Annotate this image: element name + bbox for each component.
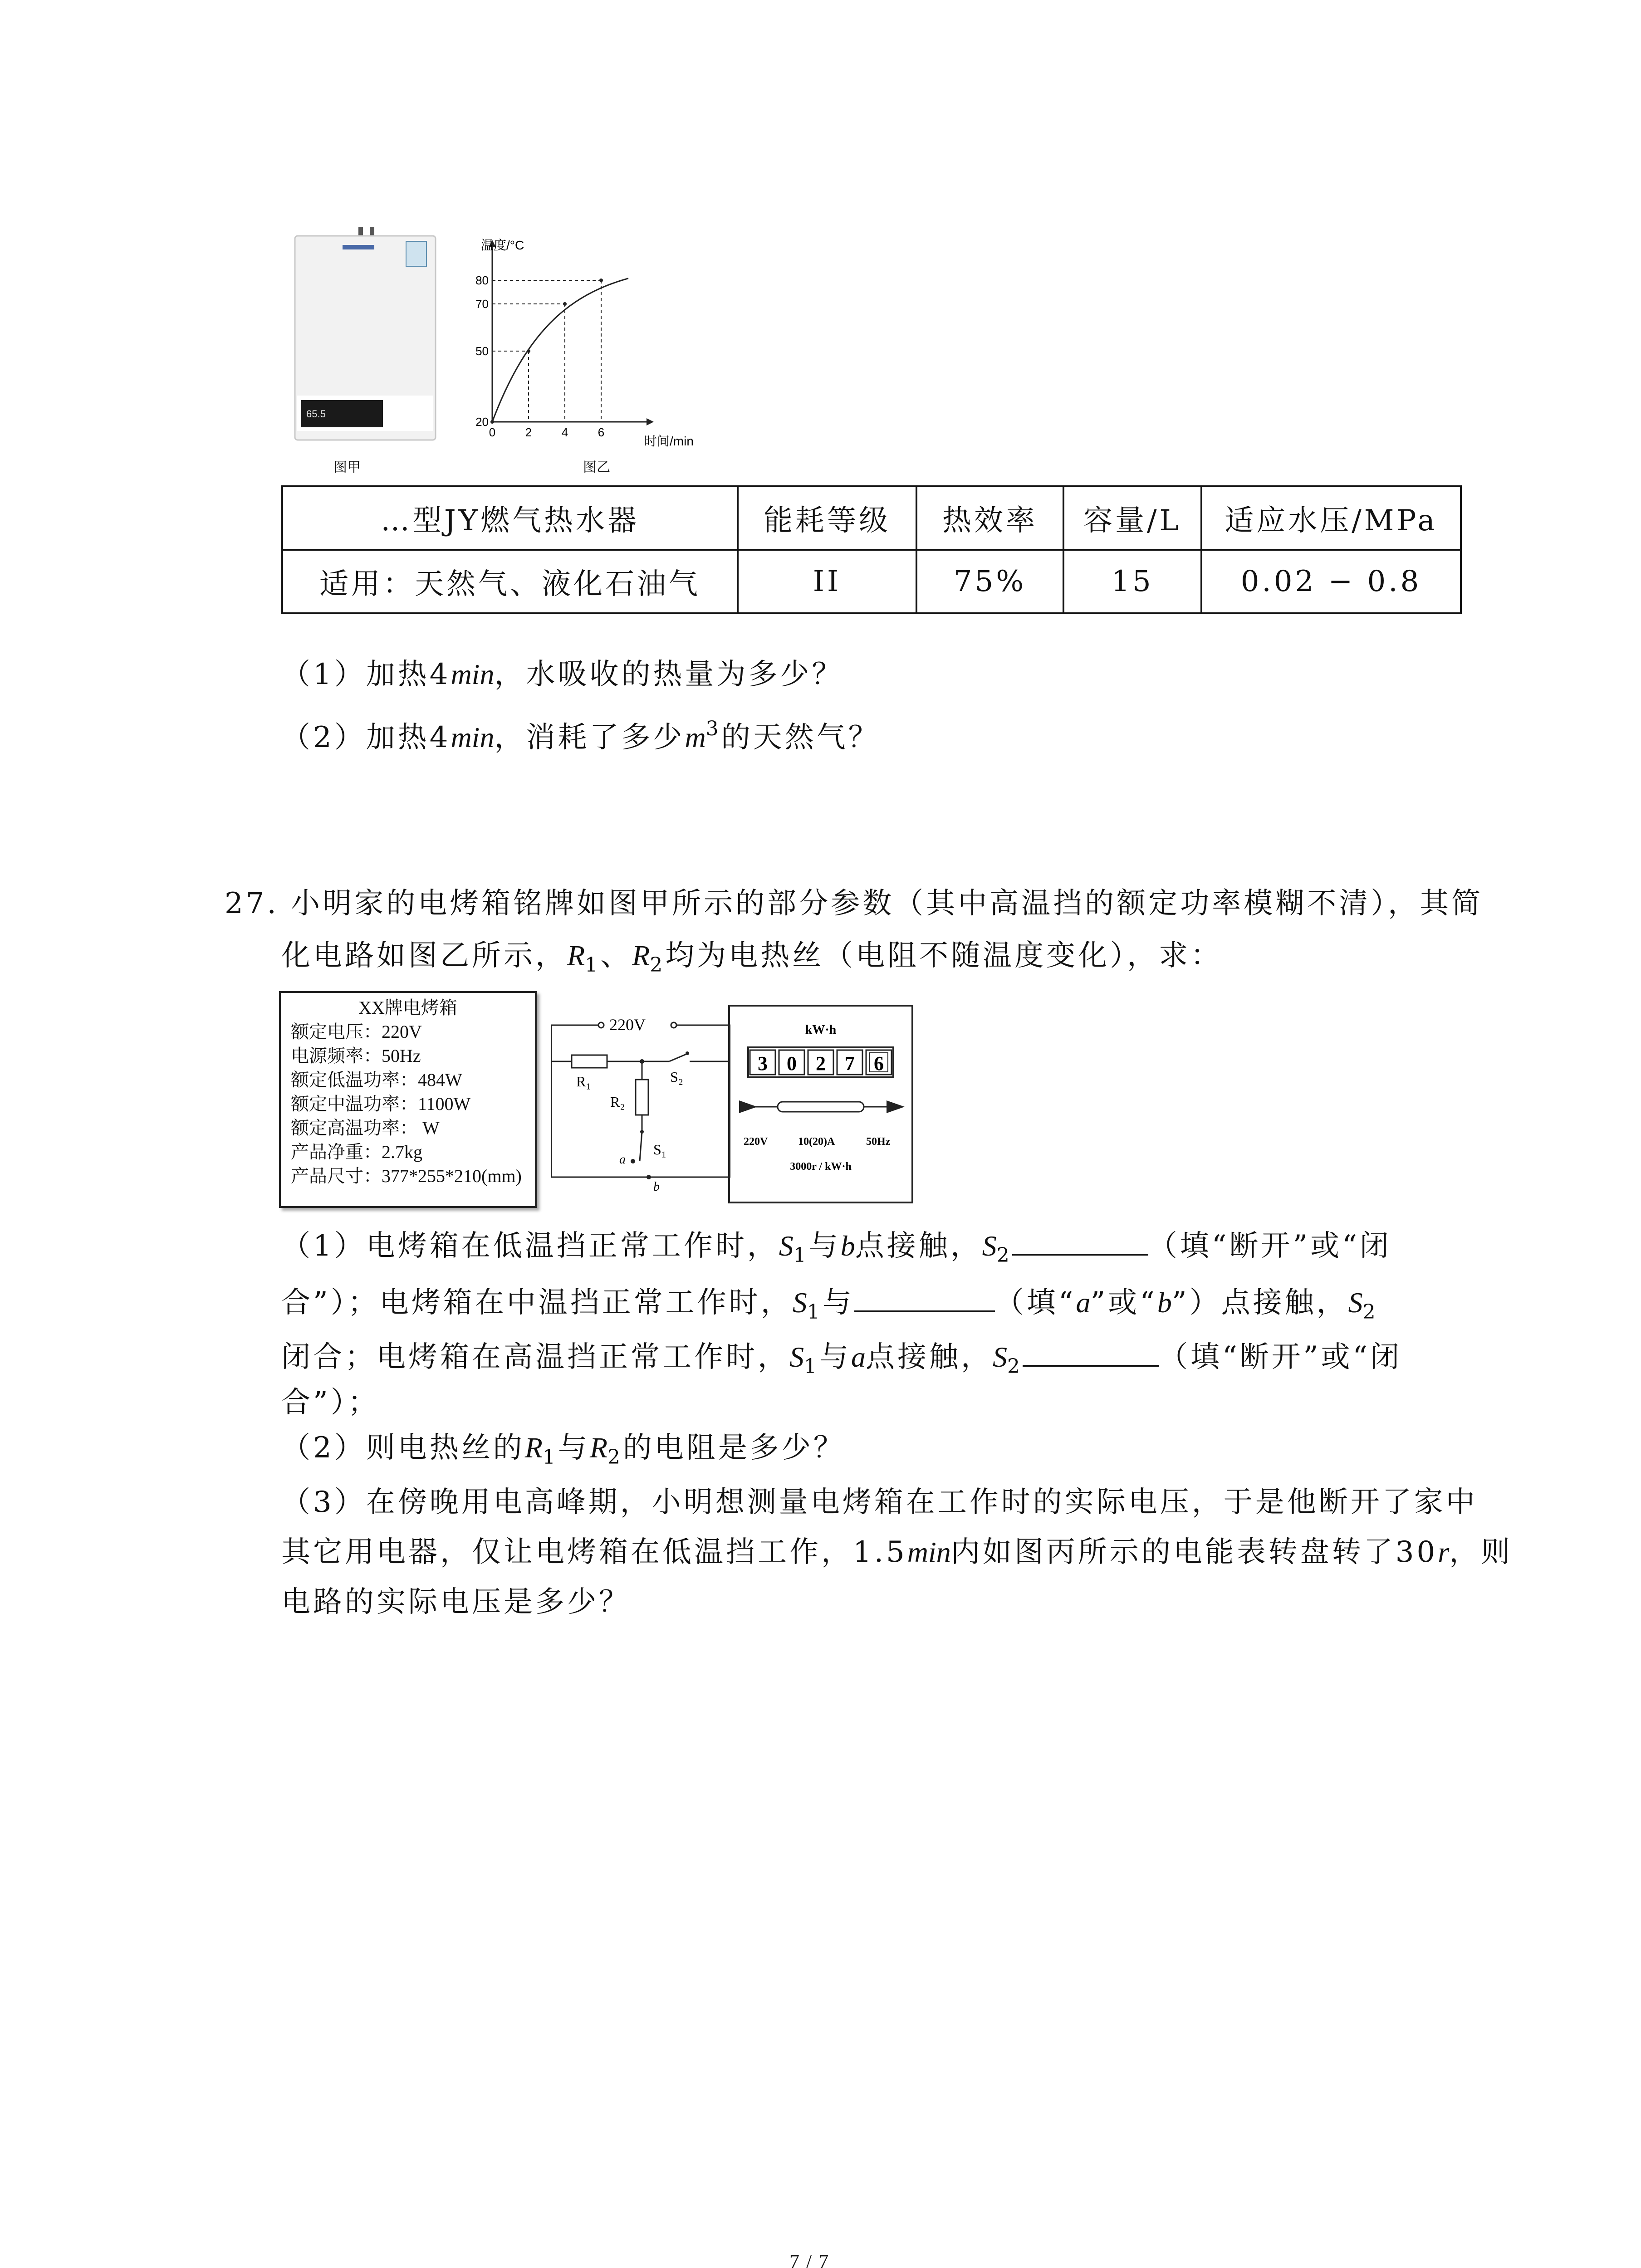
nameplate-row: 额定中温功率：1100W (291, 1094, 471, 1114)
q27-part-3-line-2: 其它用电器，仅让电烤箱在低温挡工作，1.5min内如图丙所示的电能表转盘转了30r，则 (281, 1535, 1513, 1569)
oven-nameplate (279, 991, 537, 1208)
y-axis-label: 温度/°C (481, 238, 524, 252)
table-row (282, 486, 1461, 550)
q27-part-1-line-1: （1）电烤箱在低温挡正常工作时，$S_1$与b点接触，$S_2$ （填“断开”或“闭 (281, 1229, 1391, 1267)
nameplate-row: 额定高温功率： W (291, 1118, 440, 1138)
spec-table (281, 485, 1462, 614)
data-point (563, 302, 567, 306)
temperature-graph (460, 236, 742, 449)
heater-display: 65.5 (306, 408, 326, 420)
figure-caption-b: 图乙 (583, 460, 610, 475)
circuit-b-label: b (653, 1180, 660, 1194)
meter-frequency: 50Hz (866, 1136, 891, 1148)
x-axis-label: 时间/min (644, 434, 694, 448)
y-tick-label: 50 (475, 344, 489, 358)
q27-part-1-line-3: 闭合；电烤箱在高温挡正常工作时，$S_1$与a点接触，$S_2$ （填“断开”或“闭 (281, 1340, 1402, 1378)
circuit-s1-label: S₁ (653, 1141, 666, 1158)
table-cell: 15 (1063, 550, 1201, 613)
nameplate-row: 产品净重：2.7kg (291, 1142, 422, 1162)
q27-intro-line-2: 化电路如图乙所示，$R_1$、$R_2$均为电热丝（电阻不随温度变化），求： (281, 939, 1223, 977)
q27-part-3-line-1: （3）在傍晚用电高峰期，小明想测量电烤箱在工作时的实际电压，于是他断开了家中 (281, 1486, 1478, 1519)
data-point (490, 420, 494, 424)
meter-digit: 3 (758, 1052, 768, 1075)
table-cell: …型JY燃气热水器 (282, 486, 738, 550)
meter-rate: 3000r / kW·h (790, 1161, 852, 1173)
water-heater-image (290, 227, 440, 445)
nameplate-row: 电源频率：50Hz (291, 1046, 421, 1066)
energy-meter (728, 1005, 913, 1203)
data-point (599, 279, 603, 282)
nameplate-row: 额定电压：220V (291, 1022, 422, 1042)
nameplate-row: 产品尺寸：377*255*210(mm) (291, 1166, 522, 1186)
nameplate-row: 额定低温功率：484W (291, 1070, 462, 1090)
meter-digit: 0 (787, 1052, 797, 1075)
meter-digit: 7 (845, 1052, 855, 1075)
meter-digit: 6 (874, 1052, 884, 1075)
y-tick-label: 70 (475, 297, 489, 311)
q26-part-1: （1）加热4min，水吸收的热量为多少？ (281, 658, 844, 691)
page-number: 7 / 7 (789, 2250, 830, 2268)
answer-blank[interactable] (854, 1286, 995, 1312)
table-cell: 适用：天然气、液化石油气 (282, 550, 738, 613)
x-axis-arrow (647, 418, 654, 425)
table-cell: 0.02 − 0.8 (1201, 550, 1461, 613)
x-tick-label: 0 (489, 425, 496, 439)
circuit-voltage-label: 220V (609, 1016, 646, 1034)
x-tick-label: 6 (598, 425, 605, 439)
q27-part-1-line-4: 合”）； (281, 1386, 380, 1419)
circuit-r2-label: R₂ (610, 1094, 625, 1110)
table-cell: 适应水压/MPa (1201, 486, 1461, 550)
meter-unit: kW·h (805, 1023, 837, 1037)
q27-intro-line-1: 27. 小明家的电烤箱铭牌如图甲所示的部分参数（其中高温挡的额定功率模糊不清），其简 (225, 887, 1484, 920)
x-tick-label: 2 (525, 425, 532, 439)
q26-part-2: （2）加热4min，消耗了多少$m^3$的天然气？ (281, 717, 880, 754)
q27-part-2: （2）则电热丝的$R_1$与$R_2$的电阻是多少？ (281, 1431, 845, 1469)
data-point (527, 349, 530, 353)
circuit-diagram (551, 1009, 730, 1195)
meter-voltage: 220V (744, 1136, 768, 1148)
y-tick-label: 20 (475, 415, 489, 429)
answer-blank[interactable] (1012, 1229, 1148, 1256)
meter-current: 10(20)A (798, 1136, 835, 1148)
q27-part-1-line-2: 合”）；电烤箱在中温挡正常工作时，$S_1$与 （填“a”或“b”）点接触，$S_2$ (281, 1286, 1378, 1324)
table-cell: 75% (916, 550, 1063, 613)
table-cell: 能耗等级 (738, 486, 916, 550)
answer-blank[interactable] (1023, 1340, 1159, 1367)
table-cell: 容量/L (1063, 486, 1201, 550)
circuit-r1-label: R₁ (576, 1073, 591, 1090)
circuit-a-label: a (619, 1153, 626, 1167)
meter-digit: 2 (816, 1052, 826, 1075)
nameplate-title: XX牌电烤箱 (358, 997, 457, 1018)
table-cell: II (738, 550, 916, 613)
table-row (282, 550, 1461, 613)
x-tick-label: 4 (561, 425, 568, 439)
temperature-curve (492, 279, 628, 422)
y-tick-label: 80 (475, 274, 489, 287)
circuit-s2-label: S₂ (670, 1069, 683, 1085)
q27-part-3-line-3: 电路的实际电压是多少？ (281, 1585, 631, 1619)
figure-caption-a: 图甲 (333, 460, 361, 475)
table-cell: 热效率 (916, 486, 1063, 550)
